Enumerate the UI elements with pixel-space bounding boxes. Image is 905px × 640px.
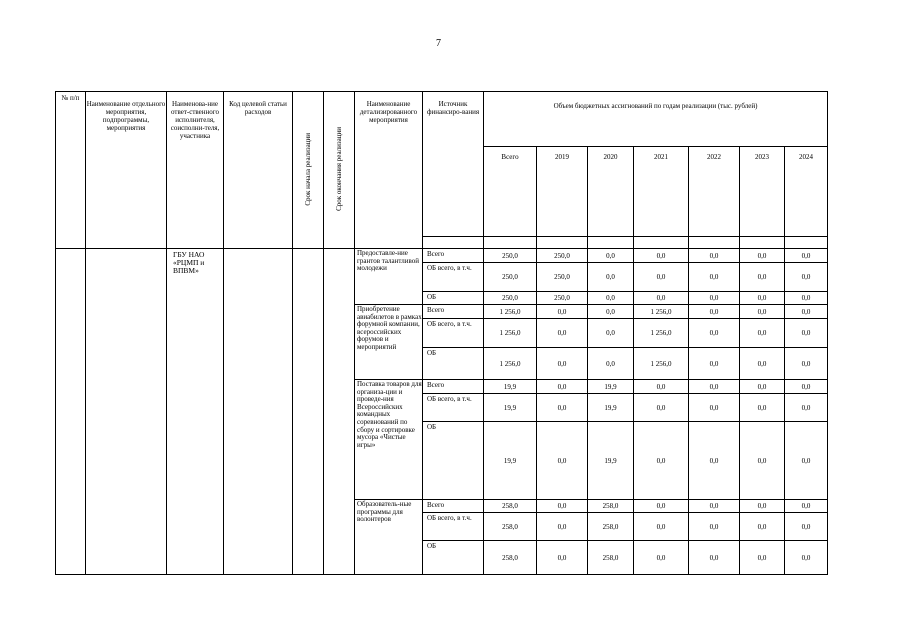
budget-value: 258,0 — [484, 500, 537, 513]
budget-value: 19,9 — [484, 422, 537, 500]
funding-source: ОБ — [423, 541, 484, 575]
detailed-activity-name: Образователь-ные программы для волонтеров — [355, 500, 423, 575]
header-year-total: Всего — [484, 147, 537, 237]
budget-value: 19,9 — [484, 394, 537, 422]
budget-value: 0,0 — [785, 380, 828, 394]
header-funding-source: Источник финансиро-вания — [423, 92, 484, 237]
budget-value: 0,0 — [740, 305, 785, 319]
budget-value: 0,0 — [689, 292, 740, 305]
header-year-2021: 2021 — [634, 147, 689, 237]
cell-activity-name — [86, 249, 167, 575]
budget-value: 0,0 — [785, 263, 828, 292]
budget-value: 0,0 — [740, 319, 785, 348]
budget-value: 0,0 — [785, 319, 828, 348]
budget-value: 1 256,0 — [634, 319, 689, 348]
budget-value: 0,0 — [634, 394, 689, 422]
budget-value: 0,0 — [634, 500, 689, 513]
budget-value: 0,0 — [634, 422, 689, 500]
budget-value: 0,0 — [740, 380, 785, 394]
funding-source: Всего — [423, 249, 484, 263]
cell-end-date — [324, 249, 355, 575]
budget-value: 250,0 — [537, 263, 588, 292]
budget-value: 0,0 — [588, 263, 634, 292]
budget-value: 258,0 — [484, 541, 537, 575]
budget-value: 0,0 — [689, 249, 740, 263]
funding-source: Всего — [423, 380, 484, 394]
budget-value: 250,0 — [537, 292, 588, 305]
budget-value: 0,0 — [689, 319, 740, 348]
budget-value: 0,0 — [740, 513, 785, 541]
budget-value: 0,0 — [740, 263, 785, 292]
header-year-2019: 2019 — [537, 147, 588, 237]
budget-value: 0,0 — [740, 422, 785, 500]
header-executor: Наименова-ние ответ-ственного исполнителя, соисполни-теля, участника — [167, 92, 224, 249]
budget-value: 0,0 — [537, 305, 588, 319]
header-year-2024: 2024 — [785, 147, 828, 237]
funding-source: ОБ всего, в т.ч. — [423, 263, 484, 292]
budget-value: 0,0 — [689, 541, 740, 575]
budget-value: 0,0 — [588, 249, 634, 263]
budget-value: 0,0 — [634, 263, 689, 292]
budget-value: 0,0 — [634, 513, 689, 541]
budget-value: 0,0 — [634, 380, 689, 394]
detailed-activity-name: Предоставле-ние грантов талантливой молодежи — [355, 249, 423, 305]
budget-value: 0,0 — [689, 263, 740, 292]
budget-value: 0,0 — [785, 394, 828, 422]
funding-source: ОБ — [423, 422, 484, 500]
budget-value: 0,0 — [537, 513, 588, 541]
budget-value: 0,0 — [537, 422, 588, 500]
header-row-1 — [56, 92, 828, 147]
budget-value: 1 256,0 — [634, 348, 689, 380]
header-budget-code: Код целевой статьи расходов — [224, 92, 293, 249]
detailed-activity-name: Поставка товаров для организа-ции и проведе-ния Всероссийских командных соревнований по сбору и сортировке мусора «Чистые игры» — [355, 380, 423, 500]
header-blank-cell — [423, 237, 484, 249]
funding-source: Всего — [423, 305, 484, 319]
budget-value: 0,0 — [689, 422, 740, 500]
budget-value: 0,0 — [634, 292, 689, 305]
header-year-2022: 2022 — [689, 147, 740, 237]
header-start-date: Срок начала реализации — [293, 92, 324, 249]
budget-value: 19,9 — [484, 380, 537, 394]
funding-source: ОБ — [423, 292, 484, 305]
funding-source: ОБ всего, в т.ч. — [423, 513, 484, 541]
header-end-date: Срок окончания реализации — [324, 92, 355, 249]
budget-value: 0,0 — [785, 541, 828, 575]
cell-number — [56, 249, 86, 575]
budget-value: 250,0 — [537, 249, 588, 263]
budget-value: 1 256,0 — [484, 319, 537, 348]
header-activity-name: Наименование отдельного мероприятия, подпрограммы, мероприятия — [86, 92, 167, 249]
budget-value: 0,0 — [689, 380, 740, 394]
budget-value: 0,0 — [537, 380, 588, 394]
budget-value: 0,0 — [689, 513, 740, 541]
funding-source: Всего — [423, 500, 484, 513]
budget-value: 0,0 — [588, 348, 634, 380]
cell-executor: ГБУ НАО «РЦМП и ВПВМ» — [167, 249, 224, 575]
budget-value: 250,0 — [484, 292, 537, 305]
budget-value: 0,0 — [689, 500, 740, 513]
funding-source: ОБ всего, в т.ч. — [423, 394, 484, 422]
budget-value: 0,0 — [785, 422, 828, 500]
budget-value: 0,0 — [588, 305, 634, 319]
funding-source: ОБ — [423, 348, 484, 380]
budget-value: 0,0 — [740, 500, 785, 513]
cell-budget-code — [224, 249, 293, 575]
detailed-activity-name: Приобретение авиабилетов в рамках форумной компании, всероссийских форумов и мероприятий — [355, 305, 423, 380]
budget-value: 258,0 — [588, 541, 634, 575]
header-year-2020: 2020 — [588, 147, 634, 237]
budget-value: 0,0 — [634, 249, 689, 263]
header-detailed-activity: Наименование детализированного мероприятия — [355, 92, 423, 249]
budget-value: 258,0 — [588, 513, 634, 541]
header-number: № п/п — [56, 92, 86, 249]
budget-value: 0,0 — [634, 541, 689, 575]
budget-value: 0,0 — [537, 319, 588, 348]
budget-value: 1 256,0 — [634, 305, 689, 319]
budget-value: 0,0 — [740, 394, 785, 422]
budget-value: 0,0 — [740, 292, 785, 305]
funding-source: ОБ всего, в т.ч. — [423, 319, 484, 348]
budget-value: 0,0 — [740, 249, 785, 263]
budget-value: 0,0 — [785, 305, 828, 319]
budget-value: 0,0 — [785, 249, 828, 263]
budget-value: 0,0 — [689, 305, 740, 319]
budget-value: 0,0 — [537, 348, 588, 380]
budget-value: 258,0 — [588, 500, 634, 513]
budget-value: 0,0 — [740, 541, 785, 575]
header-budget-volume: Объем бюджетных ассигнований по годам реализации (тыс. рублей) — [484, 92, 828, 147]
budget-table — [55, 91, 828, 575]
budget-value: 0,0 — [689, 348, 740, 380]
budget-value: 1 256,0 — [484, 305, 537, 319]
budget-value: 250,0 — [484, 249, 537, 263]
header-year-2023: 2023 — [740, 147, 785, 237]
budget-value: 0,0 — [537, 394, 588, 422]
budget-value: 19,9 — [588, 394, 634, 422]
budget-value: 0,0 — [785, 348, 828, 380]
budget-value: 0,0 — [689, 394, 740, 422]
budget-value: 0,0 — [537, 500, 588, 513]
budget-value: 19,9 — [588, 422, 634, 500]
budget-value: 258,0 — [484, 513, 537, 541]
budget-value: 1 256,0 — [484, 348, 537, 380]
budget-value: 0,0 — [785, 500, 828, 513]
budget-value: 0,0 — [740, 348, 785, 380]
budget-value: 0,0 — [785, 513, 828, 541]
page-number: 7 — [436, 38, 441, 49]
budget-value: 0,0 — [537, 541, 588, 575]
budget-value: 0,0 — [588, 292, 634, 305]
budget-value: 0,0 — [588, 319, 634, 348]
budget-value: 0,0 — [785, 292, 828, 305]
budget-value: 250,0 — [484, 263, 537, 292]
budget-value: 19,9 — [588, 380, 634, 394]
cell-start-date — [293, 249, 324, 575]
table-row — [56, 249, 828, 263]
